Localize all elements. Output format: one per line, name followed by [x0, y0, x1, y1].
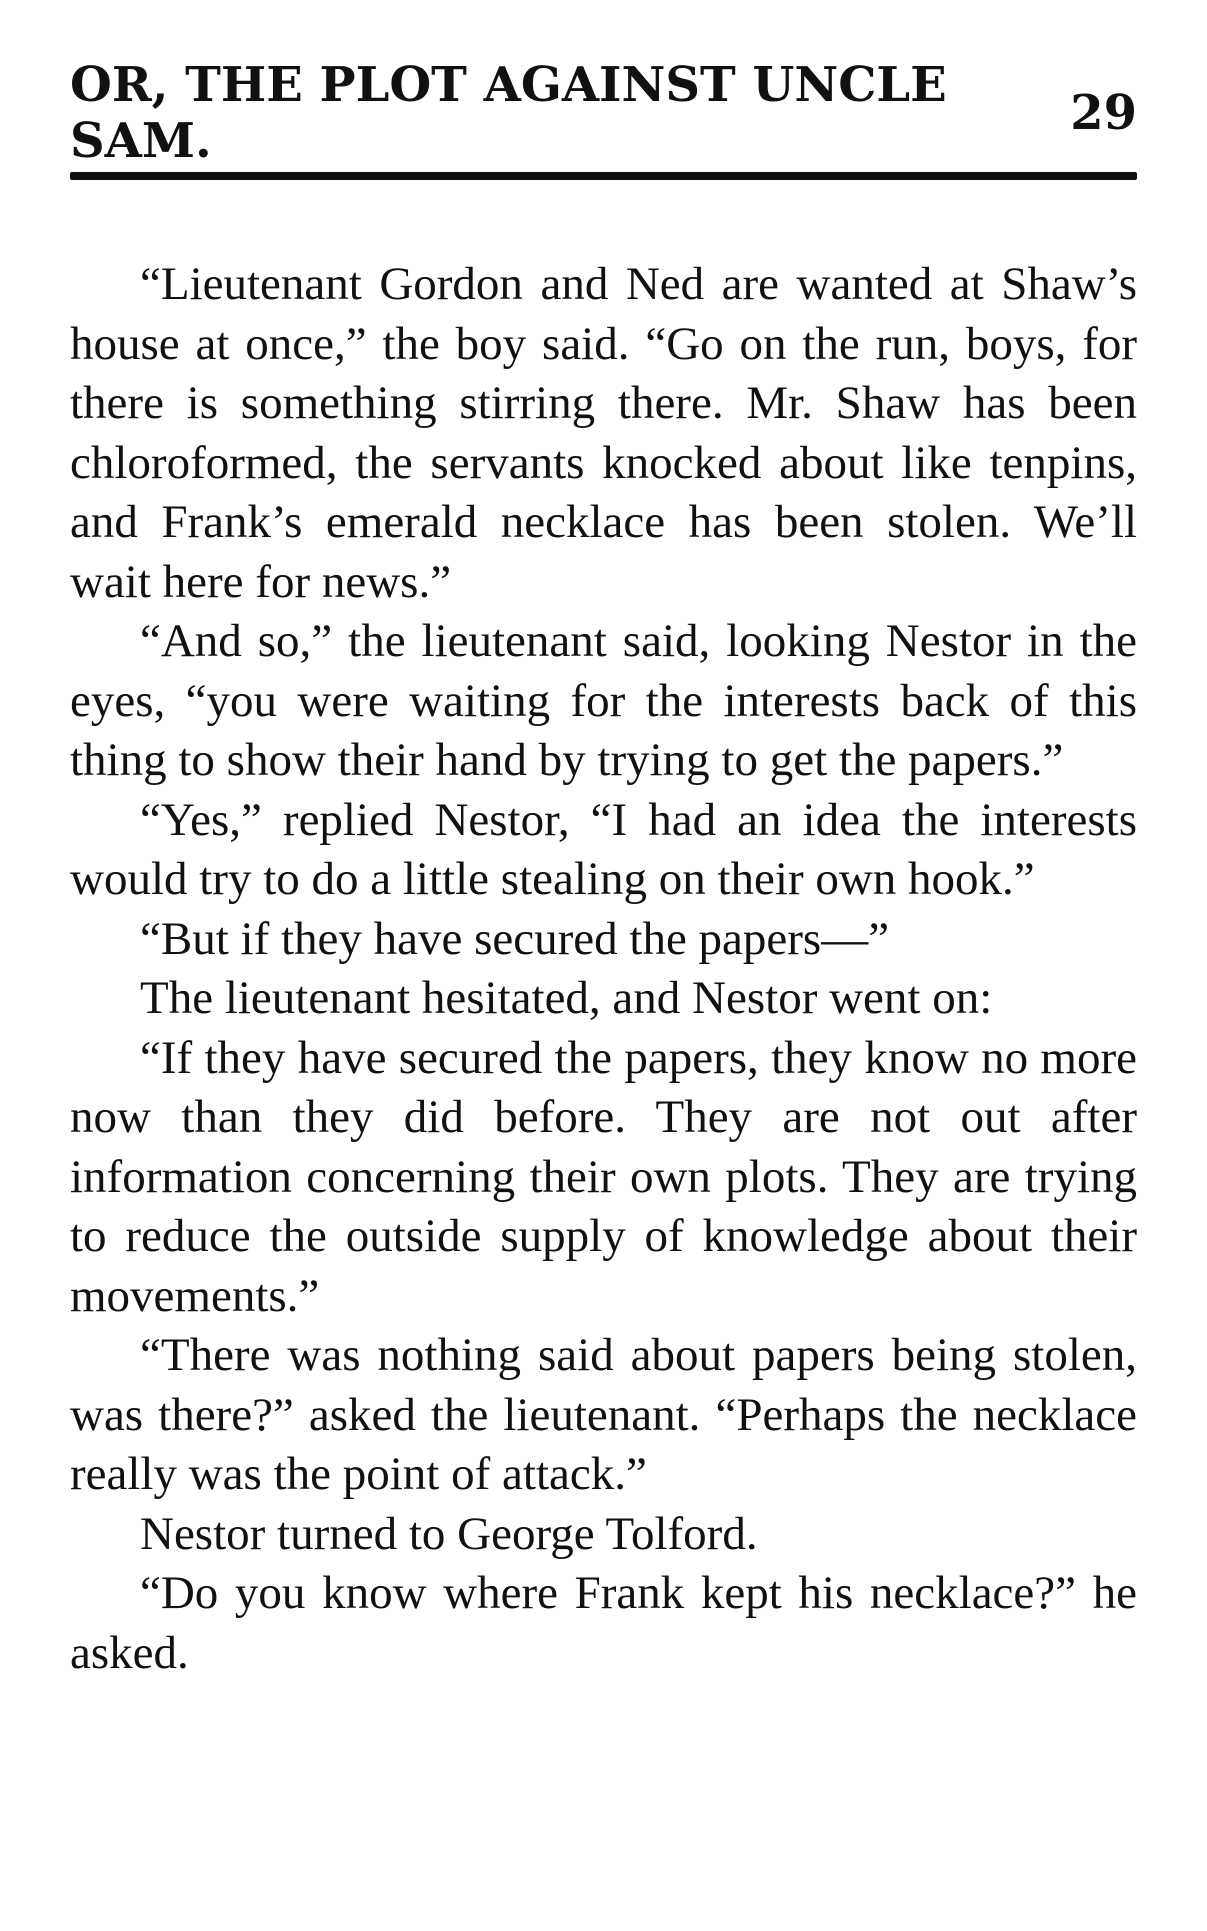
- page-header: [70, 57, 1137, 169]
- paragraph: “But if they have secured the papers—”: [140, 912, 890, 965]
- paragraph: The lieutenant hesitated, and Nestor went on:: [140, 972, 993, 1024]
- paragraph: “If they have secured the papers, they know no more now than they did before. They are not out after information concerning their own plots. They are trying to reduce the outside supply of knowledge about their movements.”: [70, 1031, 1137, 1322]
- running-title: OR, THE PLOT AGAINST UNCLE SAM.: [70, 57, 947, 169]
- paragraph: “And so,” the lieutenant said, looking Nestor in the eyes, “you were waiting for the interests back of this thing to show their hand by trying to get the papers.”: [70, 615, 1137, 786]
- body-text: [70, 255, 1137, 1683]
- paragraph: “There was nothing said about papers being stolen, was there?” asked the lieutenant. “Perhaps the necklace really was the point of attack.”: [70, 1329, 1137, 1500]
- paragraph: “Lieutenant Gordon and Ned are wanted at Shaw’s house at once,” the boy said. “Go on the run, boys, for there is something stirring there. Mr. Shaw has been chloroformed, the servants knocked about like tenpins, and Frank’s emerald necklace has been stolen. We’ll wait here for news.”: [70, 258, 1137, 608]
- header-rule: [70, 172, 1137, 180]
- paragraph: “Do you know where Frank kept his necklace?” he asked.: [70, 1567, 1137, 1679]
- paragraph: Nestor turned to George Tolford.: [140, 1507, 758, 1560]
- paragraph: “Yes,” replied Nestor, “I had an idea the interests would try to do a little stealing on their own hook.”: [70, 793, 1137, 905]
- page-number: 29: [1070, 85, 1137, 141]
